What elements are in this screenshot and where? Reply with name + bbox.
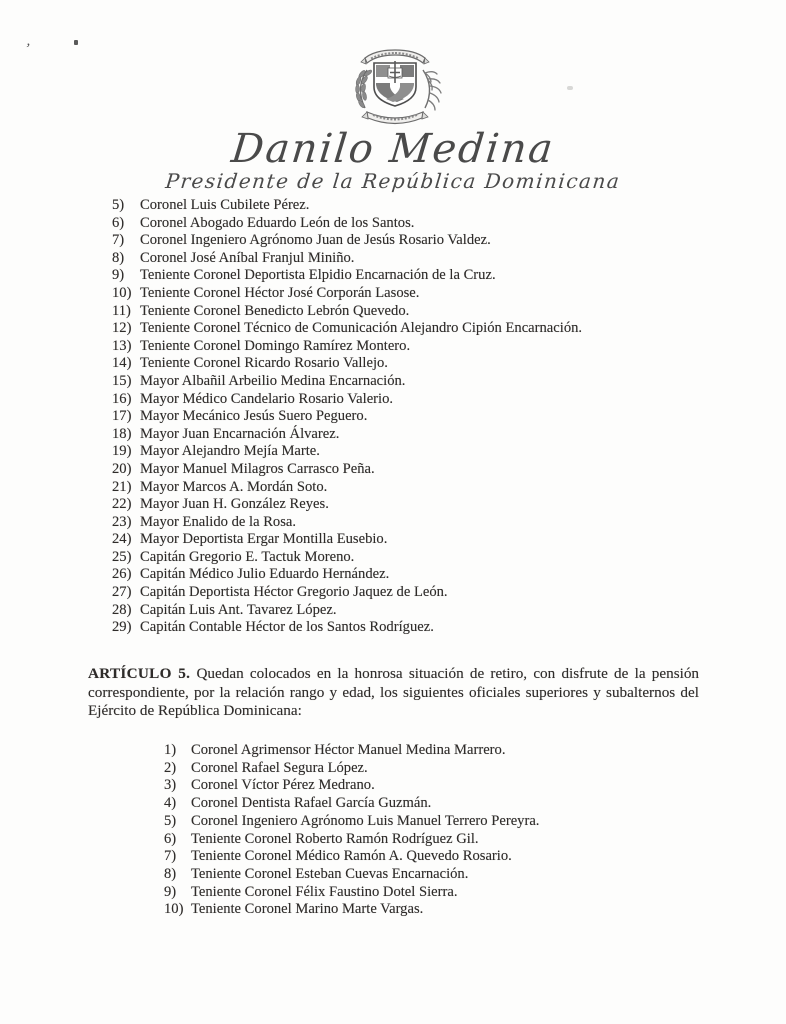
officer-name: Capitán Gregorio E. Tactuk Moreno. xyxy=(140,548,355,565)
officer-list-item xyxy=(112,479,582,497)
officer-name: Teniente Coronel Roberto Ramón Rodríguez Gil. xyxy=(191,830,479,847)
officer-list-item xyxy=(112,549,582,567)
officer-name: Teniente Coronel Médico Ramón A. Quevedo Rosario. xyxy=(191,848,512,865)
officer-name: Capitán Luis Ant. Tavarez López. xyxy=(140,601,337,618)
officer-name: Mayor Albañil Arbeilio Medina Encarnación. xyxy=(140,372,406,389)
officer-list-item xyxy=(164,848,539,866)
item-number: 24) xyxy=(112,531,132,548)
officer-name: Mayor Juan H. González Reyes. xyxy=(140,496,329,513)
officer-list-item xyxy=(164,795,539,813)
officer-list-item xyxy=(112,267,582,285)
officer-name: Teniente Coronel Marino Marte Vargas. xyxy=(191,901,424,918)
officer-list-item xyxy=(164,760,539,778)
item-number: 1) xyxy=(164,742,177,758)
officer-name: Mayor Mecánico Jesús Suero Peguero. xyxy=(140,408,368,425)
item-number: 3) xyxy=(164,777,177,794)
officer-name: Coronel José Aníbal Franjul Miniño. xyxy=(140,249,355,266)
officer-list-item xyxy=(112,496,582,514)
officer-name: Teniente Coronel Félix Faustino Dotel Sierra. xyxy=(191,883,458,900)
officer-list-item xyxy=(112,285,582,303)
item-number: 14) xyxy=(112,355,132,372)
item-number: 25) xyxy=(112,548,132,565)
item-number: 10) xyxy=(164,901,184,918)
officer-list-item xyxy=(164,813,539,831)
officer-list-item xyxy=(112,391,582,409)
officer-name: Capitán Deportista Héctor Gregorio Jaquez de León. xyxy=(140,584,448,601)
scan-speck: , xyxy=(25,32,32,50)
officer-list-item xyxy=(112,426,582,444)
officer-list-item xyxy=(112,338,582,356)
officer-list-item xyxy=(112,566,582,584)
item-number: 27) xyxy=(112,584,132,601)
item-number: 23) xyxy=(112,513,132,530)
item-number: 28) xyxy=(112,601,132,618)
paragraph-line: Ejército de República Dominicana: xyxy=(88,702,302,720)
officer-name: Teniente Coronel Domingo Ramírez Montero. xyxy=(140,337,411,354)
officer-name: Teniente Coronel Esteban Cuevas Encarnación. xyxy=(191,865,469,882)
item-number: 4) xyxy=(164,795,177,812)
officer-list-item xyxy=(112,320,582,338)
officer-name: Teniente Coronel Héctor José Corporán Lasose. xyxy=(140,284,420,301)
item-number: 8) xyxy=(112,249,125,266)
officer-list-item xyxy=(112,584,582,602)
officer-list-item xyxy=(164,866,539,884)
officer-list-item xyxy=(112,408,582,426)
officer-list-item xyxy=(112,303,582,321)
item-number: 20) xyxy=(112,460,132,477)
officer-name: Coronel Víctor Pérez Medrano. xyxy=(191,777,375,794)
item-number: 6) xyxy=(112,214,125,231)
officer-name: Mayor Juan Encarnación Álvarez. xyxy=(140,425,340,442)
item-number: 19) xyxy=(112,443,132,460)
officer-name: Coronel Abogado Eduardo León de los Santos. xyxy=(140,214,415,231)
officer-name: Teniente Coronel Benedicto Lebrón Quevedo. xyxy=(140,302,410,319)
articulo-5-heading: ARTÍCULO 5. xyxy=(88,665,191,682)
scan-speck xyxy=(567,86,573,90)
item-number: 5) xyxy=(112,197,125,213)
officer-list-item xyxy=(112,197,582,215)
officer-name: Capitán Médico Julio Eduardo Hernández. xyxy=(140,566,390,583)
officer-list-item xyxy=(164,742,539,760)
signatory-name: Danilo Medina xyxy=(229,126,557,172)
officer-list-item xyxy=(164,831,539,849)
item-number: 8) xyxy=(164,865,177,882)
item-number: 10) xyxy=(112,284,132,301)
paragraph-text: Quedan colocados en la honrosa situación de retiro, con disfrute de la pensión xyxy=(196,665,700,682)
officer-list-item xyxy=(112,461,582,479)
officer-list-item xyxy=(112,355,582,373)
officer-name: Mayor Manuel Milagros Carrasco Peña. xyxy=(140,460,375,477)
item-number: 29) xyxy=(112,619,132,636)
paragraph-line xyxy=(88,665,699,684)
item-number: 9) xyxy=(112,267,125,284)
officer-list-item xyxy=(164,777,539,795)
officer-list-item xyxy=(112,514,582,532)
articulo-5-paragraph xyxy=(88,665,699,721)
officer-list-item xyxy=(112,443,582,461)
coat-of-arms-icon xyxy=(343,46,447,132)
officer-name: Coronel Dentista Rafael García Guzmán. xyxy=(191,795,432,812)
officer-name: Mayor Deportista Ergar Montilla Eusebio. xyxy=(140,531,388,548)
item-number: 2) xyxy=(164,759,177,776)
paragraph-line: correspondiente, por la relación rango y edad, los siguientes oficiales superiores y subalternos del xyxy=(88,683,699,701)
item-number: 11) xyxy=(112,302,131,319)
officer-list-continued xyxy=(112,197,582,637)
officer-name: Mayor Médico Candelario Rosario Valerio. xyxy=(140,390,394,407)
officer-list-item xyxy=(112,531,582,549)
officer-list-item xyxy=(112,373,582,391)
articulo-5-officer-list xyxy=(164,742,539,919)
officer-name: Coronel Luis Cubilete Pérez. xyxy=(140,197,310,213)
officer-list-item xyxy=(112,232,582,250)
item-number: 7) xyxy=(164,848,177,865)
officer-name: Coronel Ingeniero Agrónomo Juan de Jesús Rosario Valdez. xyxy=(140,232,491,249)
officer-name: Mayor Enalido de la Rosa. xyxy=(140,513,297,530)
item-number: 12) xyxy=(112,320,132,337)
officer-name: Capitán Contable Héctor de los Santos Rodríguez. xyxy=(140,619,434,636)
signatory-title: Presidente de la República Dominicana xyxy=(164,169,622,193)
item-number: 21) xyxy=(112,478,132,495)
officer-name: Teniente Coronel Ricardo Rosario Vallejo. xyxy=(140,355,388,372)
officer-list-item xyxy=(112,602,582,620)
officer-list-item xyxy=(164,884,539,902)
item-number: 9) xyxy=(164,883,177,900)
officer-list-item xyxy=(112,215,582,233)
officer-list-item xyxy=(164,901,539,919)
item-number: 7) xyxy=(112,232,125,249)
officer-name: Coronel Agrimensor Héctor Manuel Medina Marrero. xyxy=(191,742,506,758)
item-number: 26) xyxy=(112,566,132,583)
item-number: 22) xyxy=(112,496,132,513)
item-number: 15) xyxy=(112,372,132,389)
item-number: 13) xyxy=(112,337,132,354)
officer-name: Teniente Coronel Técnico de Comunicación Alejandro Cipión Encarnación. xyxy=(140,320,583,337)
officer-name: Mayor Alejandro Mejía Marte. xyxy=(140,443,320,460)
item-number: 17) xyxy=(112,408,132,425)
item-number: 5) xyxy=(164,812,177,829)
officer-name: Teniente Coronel Deportista Elpidio Encarnación de la Cruz. xyxy=(140,267,496,284)
officer-name: Mayor Marcos A. Mordán Soto. xyxy=(140,478,328,495)
officer-name: Coronel Ingeniero Agrónomo Luis Manuel Terrero Pereyra. xyxy=(191,812,540,829)
item-number: 6) xyxy=(164,830,177,847)
scan-speck xyxy=(74,40,78,45)
item-number: 16) xyxy=(112,390,132,407)
officer-list-item xyxy=(112,250,582,268)
officer-name: Coronel Rafael Segura López. xyxy=(191,759,368,776)
officer-list-item xyxy=(112,619,582,637)
item-number: 18) xyxy=(112,425,132,442)
